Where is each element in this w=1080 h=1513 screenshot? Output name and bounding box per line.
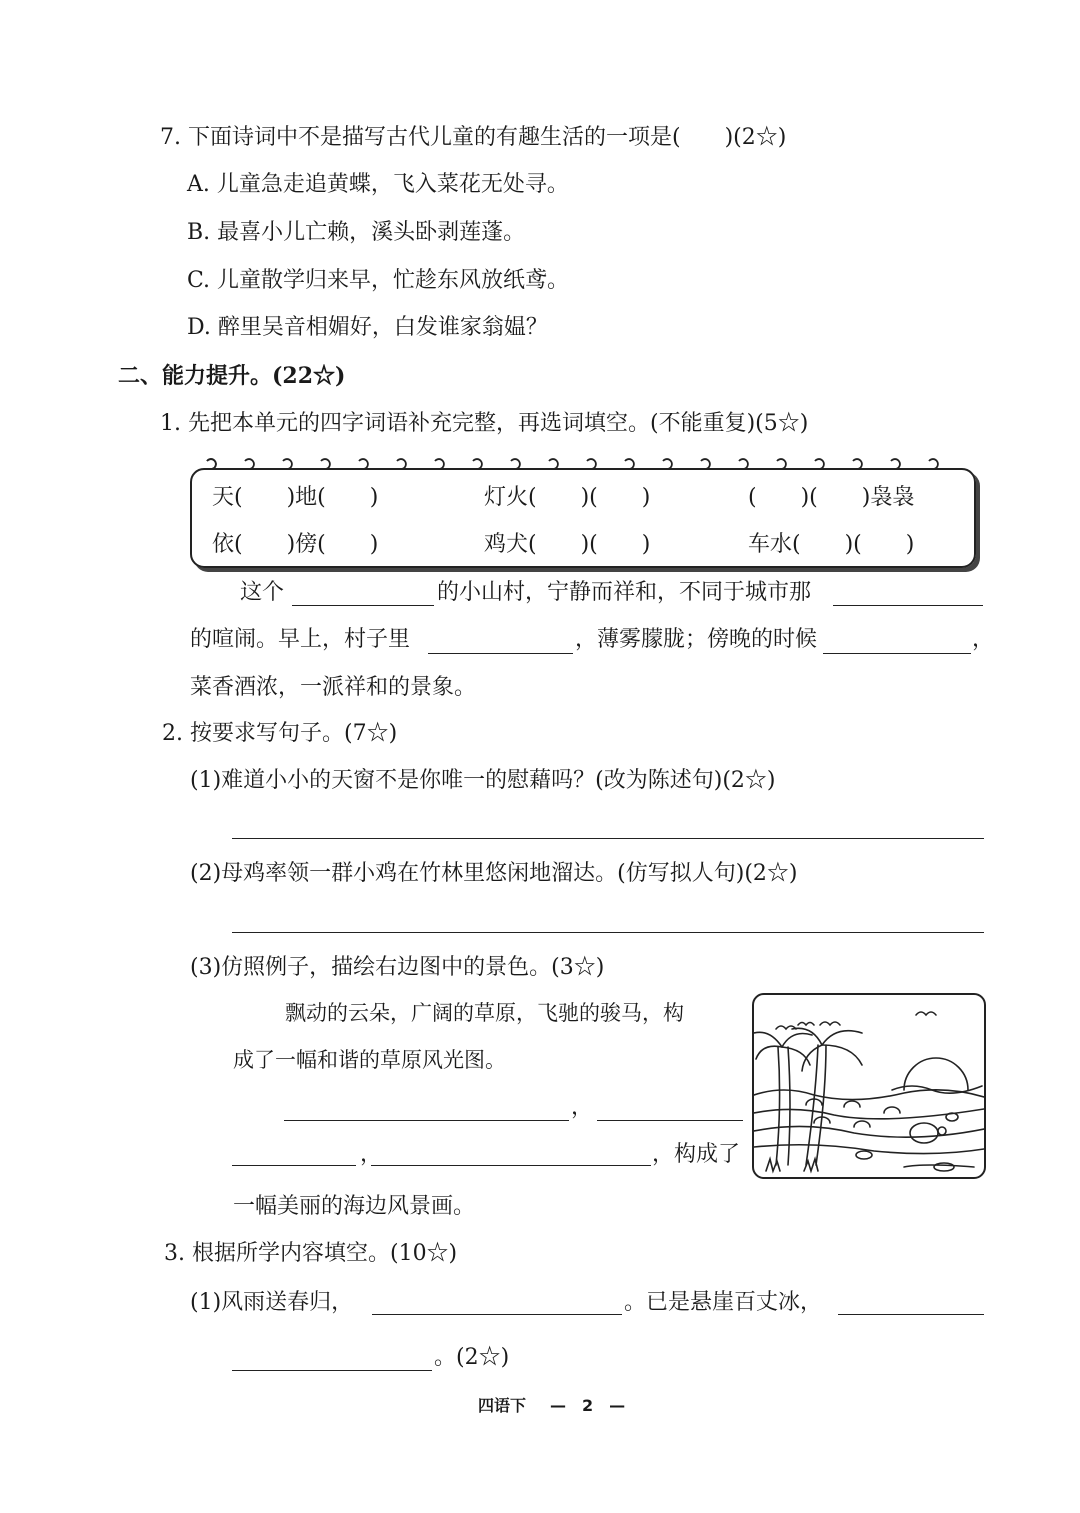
q2-sub2: (2)母鸡率领一群小鸡在竹林里悠闲地溜达。(仿写拟人句)(2☆) — [190, 861, 798, 886]
answer-blank[interactable] — [597, 1120, 743, 1121]
paragraph-text: 菜香酒浓，一派祥和的景象。 — [190, 675, 477, 700]
q1-title: 1. 先把本单元的四字词语补充完整，再选词填空。(不能重复)(5☆) — [160, 411, 809, 436]
paragraph-text: 的喧闹。早上，村子里 — [190, 627, 411, 652]
q2-sub3: (3)仿照例子，描绘右边图中的景色。(3☆) — [190, 955, 605, 980]
q3-text: 。(2☆) — [434, 1345, 510, 1370]
paragraph-text: 这个 — [240, 580, 285, 605]
paragraph-text: ， — [972, 627, 995, 652]
q7-option-b: B. 最喜小儿亡赖，溪头卧剥莲蓬。 — [187, 220, 526, 245]
comma-text: ， — [571, 1095, 594, 1120]
paragraph-text: ，薄雾朦胧；傍晚的时候 — [575, 627, 818, 652]
q3-title: 3. 根据所学内容填空。(10☆) — [164, 1241, 458, 1266]
answer-blank[interactable] — [284, 1120, 569, 1121]
q3-text: 。已是悬崖百丈冰， — [624, 1290, 823, 1315]
answer-line[interactable] — [232, 838, 984, 839]
q7-option-d: D. 醉里吴音相媚好，白发谁家翁媪？ — [187, 315, 548, 340]
seaside-illustration — [754, 995, 984, 1177]
answer-blank[interactable] — [372, 1314, 622, 1315]
footer-label: 四语下 — [478, 1396, 527, 1415]
word-cell: 天( )地( ) — [212, 485, 379, 510]
q3-text: (1)风雨送春归， — [190, 1290, 354, 1315]
answer-blank[interactable] — [823, 653, 971, 654]
q2-title: 2. 按要求写句子。(7☆) — [162, 721, 398, 746]
answer-blank[interactable] — [232, 1370, 432, 1371]
q7-title: 7. 下面诗词中不是描写古代儿童的有趣生活的一项是( )(2☆) — [160, 125, 787, 150]
answer-blank[interactable] — [292, 605, 434, 606]
section-heading: 二、能力提升。(22☆) — [118, 363, 346, 389]
page-number: — 2 — — [550, 1396, 626, 1415]
answer-blank[interactable] — [232, 1165, 356, 1166]
q2-sub1: (1)难道小小的天窗不是你唯一的慰藉吗？(改为陈述句)(2☆) — [190, 768, 776, 793]
notebook-rings — [200, 455, 960, 477]
word-cell: 车水( )( ) — [748, 532, 915, 557]
answer-blank[interactable] — [838, 1314, 984, 1315]
answer-blank[interactable] — [833, 605, 983, 606]
word-cell: 鸡犬( )( ) — [484, 532, 651, 557]
paragraph-text: 的小山村，宁静而祥和，不同于城市那 — [437, 580, 812, 605]
q7-option-a: A. 儿童急走追黄蝶，飞入菜花无处寻。 — [187, 172, 569, 197]
seaside-picture — [752, 993, 986, 1179]
example-text: 成了一幅和谐的草原风光图。 — [233, 1048, 506, 1072]
word-cell: 依( )傍( ) — [212, 532, 379, 557]
comma-text: ， — [360, 1142, 383, 1167]
answer-line[interactable] — [232, 932, 984, 933]
word-cell: 灯火( )( ) — [484, 485, 651, 510]
answer-blank[interactable] — [428, 653, 573, 654]
q7-option-c: C. 儿童散学归来早，忙趁东风放纸鸢。 — [187, 268, 570, 293]
ending-text: 一幅美丽的海边风景画。 — [233, 1194, 476, 1219]
answer-blank[interactable] — [371, 1165, 651, 1166]
word-cell: ( )( )袅袅 — [748, 485, 915, 510]
example-text: 飘动的云朵，广阔的草原，飞驰的骏马，构 — [285, 1001, 684, 1025]
formed-text: ，构成了 — [652, 1142, 741, 1167]
